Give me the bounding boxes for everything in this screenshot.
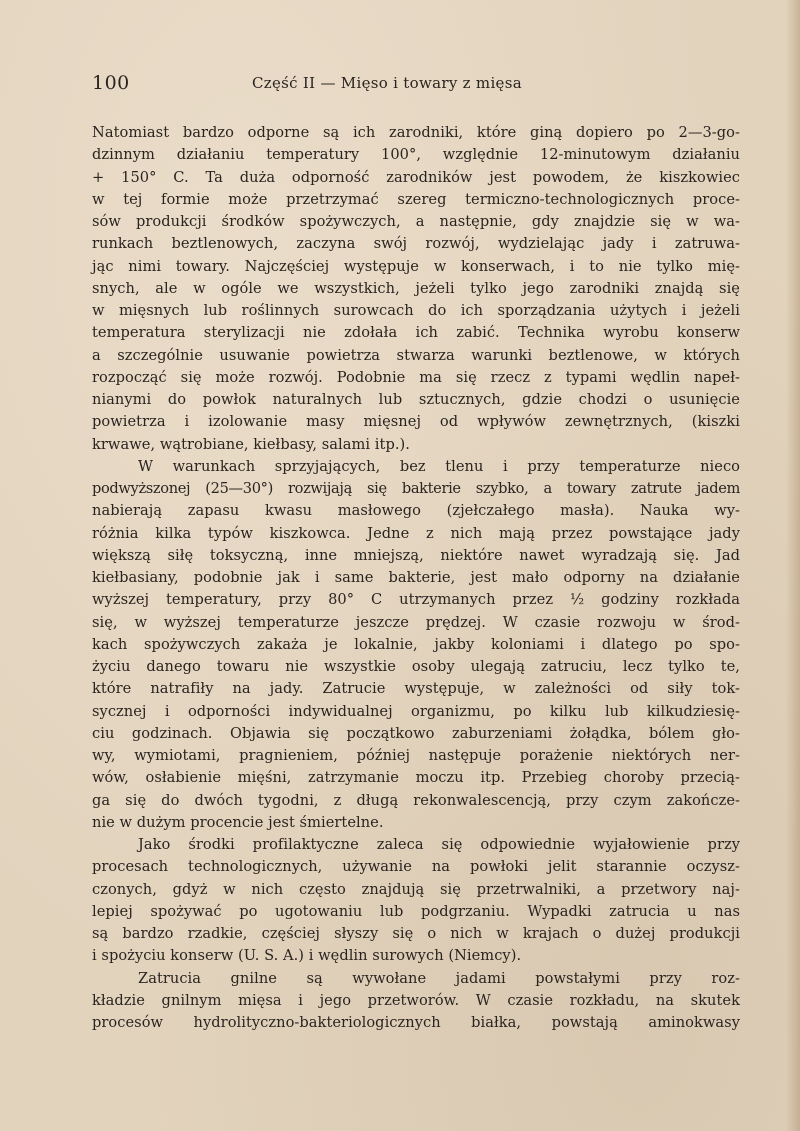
- text-line: które natrafiły na jady. Zatrucie występuje, w zależności od siły tok-: [92, 680, 740, 698]
- text-line: kiełbasiany, podobnie jak i same bakterie, jest mało odporny na działanie: [92, 569, 740, 586]
- text-line: nianymi do powłok naturalnych lub sztucznych, gdzie chodzi o usunięcie: [92, 391, 740, 408]
- text-line: życiu danego towaru nie wszystkie osoby ulegają zatruciu, lecz tylko te,: [92, 658, 740, 675]
- text-line: w tej formie może przetrzymać szereg termiczno-technologicznych proce-: [92, 190, 740, 208]
- paragraph-start-line: Zatrucia gnilne są wywołane jadami powstałymi przy roz-: [138, 969, 740, 987]
- body-text: [92, 122, 740, 1034]
- page-number: 100: [92, 72, 130, 94]
- text-line: są bardzo rzadkie, częściej słyszy się o nich w krajach o dużej produkcji: [92, 925, 740, 942]
- text-line: ga się do dwóch tygodni, z długą rekonwalescencją, przy czym zakończe-: [92, 791, 740, 809]
- text-line: powietrza i izolowanie masy mięsnej od wpływów zewnętrznych, (kiszki: [92, 413, 740, 431]
- text-line: w mięsnych lub roślinnych surowcach do ich sporządzania użytych i jeżeli: [92, 302, 740, 319]
- text-line: procesach technologicznych, używanie na powłoki jelit starannie oczysz-: [92, 858, 740, 876]
- text-line: nabierają zapasu kwasu masłowego (zjełczałego masła). Nauka wy-: [92, 502, 740, 520]
- text-line: podwyższonej (25—30°) rozwijają się bakterie szybko, a towary zatrute jadem: [92, 480, 740, 497]
- text-line: wyższej temperatury, przy 80° C utrzymanych przez ½ godziny rozkłada: [92, 591, 740, 609]
- text-line: dzinnym działaniu temperatury 100°, względnie 12-minutowym działaniu: [92, 146, 740, 164]
- text-line: różnia kilka typów kiszkowca. Jedne z nich mają przez powstające jady: [92, 524, 740, 542]
- page-edge-shadow: [786, 0, 800, 1131]
- text-line: rozpocząć się może rozwój. Podobnie ma się rzecz z typami wędlin napeł-: [92, 368, 740, 386]
- paragraph-start-line: W warunkach sprzyjających, bez tlenu i przy temperaturze nieco: [138, 457, 740, 475]
- text-line: jąc nimi towary. Najczęściej występuje w konserwach, i to nie tylko mię-: [92, 257, 740, 275]
- text-line: krwawe, wątrobiane, kiełbasy, salami itp.).: [92, 435, 410, 453]
- text-line: kładzie gnilnym mięsa i jego przetworów. W czasie rozkładu, na skutek: [92, 991, 740, 1009]
- text-line: większą siłę toksyczną, inne mniejszą, niektóre nawet wyradzają się. Jad: [92, 546, 740, 564]
- text-line: + 150° C. Ta duża odporność zarodników jest powodem, że kiszkowiec: [92, 168, 740, 186]
- text-line: snych, ale w ogóle we wszystkich, jeżeli tylko jego zarodniki znajdą się: [92, 279, 740, 297]
- text-line: temperatura sterylizacji nie zdołała ich zabić. Technika wyrobu konserw: [92, 324, 740, 342]
- text-line: nie w dużym procencie jest śmiertelne.: [92, 813, 384, 831]
- text-line: wy, wymiotami, pragnieniem, później następuje porażenie niektórych ner-: [92, 747, 740, 764]
- text-line: i spożyciu konserw (U. S. A.) i wędlin surowych (Niemcy).: [92, 947, 522, 965]
- text-line: sów produkcji środków spożywczych, a następnie, gdy znajdzie się w wa-: [92, 213, 740, 230]
- text-line: czonych, gdyż w nich często znajdują się przetrwalniki, a przetwory naj-: [92, 880, 740, 898]
- text-line: runkach beztlenowych, zaczyna swój rozwój, wydzielając jady i zatruwa-: [92, 235, 740, 253]
- paragraph-start-line: Jako środki profilaktyczne zaleca się odpowiednie wyjałowienie przy: [138, 836, 740, 853]
- text-line: się, w wyższej temperaturze jeszcze prędzej. W czasie rozwoju w środ-: [92, 613, 740, 631]
- text-line: kach spożywczych zakaża je lokalnie, jakby koloniami i dlatego po spo-: [92, 635, 740, 653]
- text-line: sycznej i odporności indywidualnej organizmu, po kilku lub kilkudziesię-: [92, 702, 740, 720]
- text-line: procesów hydrolityczno-bakteriologicznych białka, powstają aminokwasy: [92, 1014, 740, 1031]
- text-line: lepiej spożywać po ugotowaniu lub podgrzaniu. Wypadki zatrucia u nas: [92, 902, 740, 920]
- text-line: wów, osłabienie mięśni, zatrzymanie moczu itp. Przebieg choroby przecią-: [92, 769, 740, 787]
- page-header: [92, 72, 612, 96]
- text-line: ciu godzinach. Objawia się początkowo zaburzeniami żołądka, bólem gło-: [92, 724, 740, 742]
- running-title: Część II — Mięso i towary z mięsa: [252, 74, 522, 92]
- text-line: a szczególnie usuwanie powietrza stwarza warunki beztlenowe, w których: [92, 346, 740, 364]
- text-line: Natomiast bardzo odporne są ich zarodniki, które giną dopiero po 2—3-go-: [92, 124, 740, 141]
